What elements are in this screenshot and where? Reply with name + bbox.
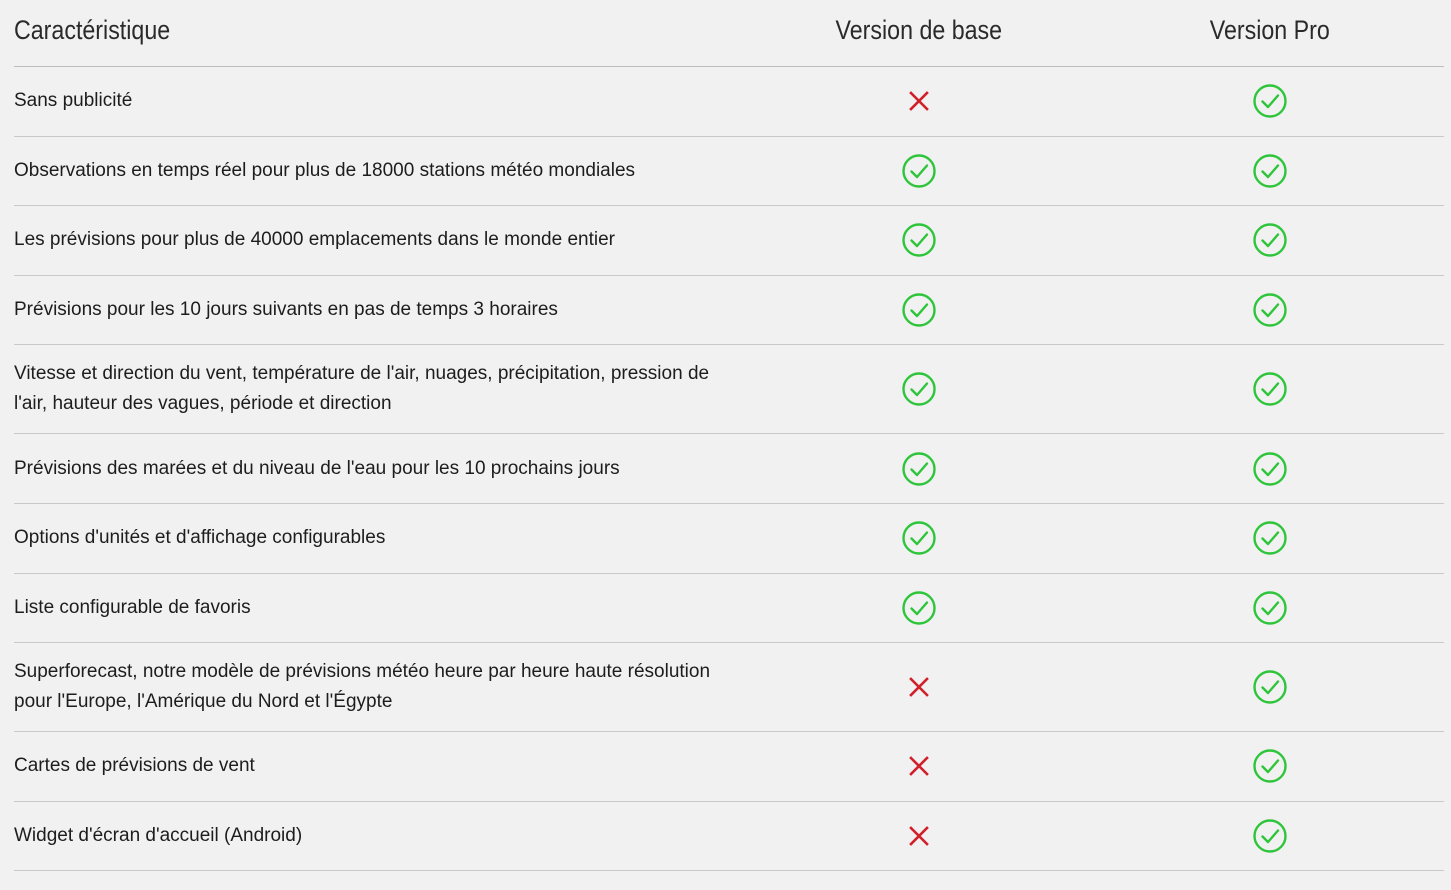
header-pro-label: Version Pro bbox=[1210, 14, 1331, 45]
table-row bbox=[14, 67, 1444, 137]
check-icon bbox=[901, 153, 937, 189]
base-version-cell bbox=[741, 451, 1097, 487]
cross-icon bbox=[908, 676, 930, 698]
table-row bbox=[14, 732, 1444, 802]
feature-label: Observations en temps réel pour plus de 18000 stations météo mondiales bbox=[14, 159, 636, 181]
table-row bbox=[14, 206, 1444, 276]
base-version-cell bbox=[741, 520, 1097, 556]
table-row bbox=[14, 802, 1444, 872]
header-feature: Caractéristique bbox=[14, 15, 171, 45]
base-version-cell bbox=[741, 90, 1097, 112]
feature-label: Les prévisions pour plus de 40000 emplacements dans le monde entier bbox=[14, 229, 615, 251]
table-row bbox=[14, 504, 1444, 574]
table-row bbox=[14, 345, 1444, 434]
check-icon bbox=[1252, 83, 1288, 119]
check-icon bbox=[1252, 818, 1288, 854]
check-icon bbox=[901, 520, 937, 556]
pro-version-cell bbox=[1096, 748, 1444, 784]
base-version-cell bbox=[741, 153, 1097, 189]
pro-version-cell bbox=[1096, 590, 1444, 626]
check-icon bbox=[901, 292, 937, 328]
base-version-cell bbox=[741, 825, 1097, 847]
feature-label: Liste configurable de favoris bbox=[14, 596, 251, 618]
feature-label: Sans publicité bbox=[14, 90, 133, 112]
check-icon bbox=[901, 371, 937, 407]
check-icon bbox=[1252, 371, 1288, 407]
pro-version-cell bbox=[1096, 83, 1444, 119]
header-base-label: Version de base bbox=[835, 14, 1002, 45]
base-version-cell bbox=[741, 590, 1097, 626]
pro-version-cell bbox=[1096, 153, 1444, 189]
base-version-cell bbox=[741, 292, 1097, 328]
base-version-cell bbox=[741, 755, 1097, 777]
pro-version-cell bbox=[1096, 222, 1444, 258]
cross-icon bbox=[908, 825, 930, 847]
check-icon bbox=[901, 451, 937, 487]
check-icon bbox=[1252, 669, 1288, 705]
base-version-cell bbox=[741, 222, 1097, 258]
pro-version-cell bbox=[1096, 520, 1444, 556]
feature-label: Prévisions des marées et du niveau de l'eau pour les 10 prochains jours bbox=[14, 457, 620, 479]
pro-version-cell bbox=[1096, 371, 1444, 407]
check-icon bbox=[901, 590, 937, 626]
pro-version-cell bbox=[1096, 451, 1444, 487]
header-base-version bbox=[741, 15, 1097, 52]
pro-version-cell bbox=[1096, 818, 1444, 854]
table-row bbox=[14, 276, 1444, 346]
table-row bbox=[14, 643, 1444, 732]
check-icon bbox=[1252, 520, 1288, 556]
feature-label: Cartes de prévisions de vent bbox=[14, 755, 255, 777]
check-icon bbox=[1252, 590, 1288, 626]
base-version-cell bbox=[741, 676, 1097, 698]
pro-version-cell bbox=[1096, 669, 1444, 705]
check-icon bbox=[1252, 222, 1288, 258]
feature-label: Vitesse et direction du vent, température de l'air, nuages, précipitation, pression de l'air, hauteur des vagues, période et direction bbox=[14, 363, 710, 415]
table-row bbox=[14, 434, 1444, 504]
check-icon bbox=[1252, 451, 1288, 487]
cross-icon bbox=[908, 90, 930, 112]
header-pro-version bbox=[1096, 15, 1444, 52]
base-version-cell bbox=[741, 371, 1097, 407]
table-row bbox=[14, 137, 1444, 207]
check-icon bbox=[1252, 153, 1288, 189]
feature-label: Widget d'écran d'accueil (Android) bbox=[14, 825, 303, 847]
check-icon bbox=[1252, 748, 1288, 784]
pro-version-cell bbox=[1096, 292, 1444, 328]
table-body bbox=[14, 67, 1444, 871]
feature-label: Options d'unités et d'affichage configurables bbox=[14, 527, 386, 549]
table-header bbox=[14, 0, 1444, 67]
check-icon bbox=[901, 222, 937, 258]
feature-label: Prévisions pour les 10 jours suivants en pas de temps 3 horaires bbox=[14, 299, 558, 321]
cross-icon bbox=[908, 755, 930, 777]
comparison-table bbox=[14, 0, 1444, 871]
feature-label: Superforecast, notre modèle de prévisions météo heure par heure haute résolution pour l'Europe, l'Amérique du Nord et l'Égypte bbox=[14, 661, 711, 713]
check-icon bbox=[1252, 292, 1288, 328]
table-row bbox=[14, 574, 1444, 644]
